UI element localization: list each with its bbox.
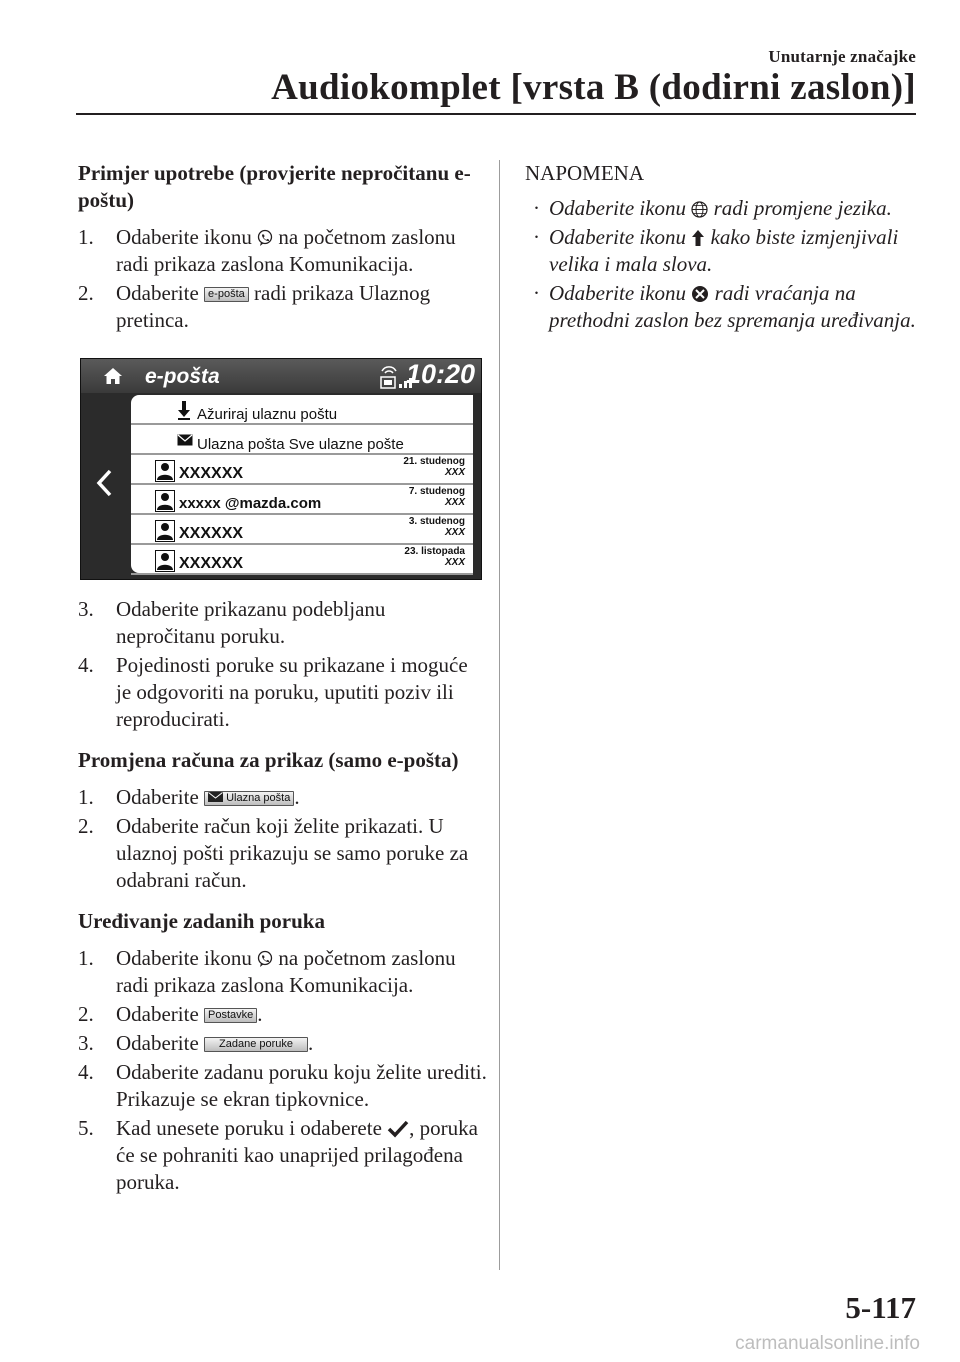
section1-step-3: 3. Odaberite prikazanu podebljanu nepročitanu poruku.	[78, 597, 386, 648]
note-item: · Odaberite ikonu radi vraćanja na prethodni zaslon bez spremanja uređivanja.	[533, 281, 916, 332]
communication-icon	[257, 950, 273, 968]
back-arrow-icon[interactable]	[95, 469, 113, 497]
update-inbox-row[interactable]: Ažuriraj ulaznu poštu	[131, 395, 473, 425]
section1-step-2: 2. Odaberite e-pošta radi prikaza Ulaznog pretinca.	[78, 281, 431, 332]
section3-step-4: 4. Odaberite zadanu poruku koju želite urediti. Prikazuje se ekran tipkovnice.	[78, 1060, 487, 1111]
section1-heading: Primjer upotrebe (provjerite nepročitanu e-poštu)	[78, 161, 471, 212]
section1-step-1: 1. Odaberite ikonu na početnom zaslonu radi prikaza zaslona Komunikacija.	[78, 225, 456, 276]
section3-step-2: 2. Odaberite Postavke .	[78, 1002, 263, 1026]
message-row[interactable]: XXXXXX 21. studenog XXX	[131, 455, 473, 485]
message-row[interactable]: XXXXXX 3. studenog XXX	[131, 515, 473, 545]
section3-heading: Uređivanje zadanih poruka	[78, 909, 325, 933]
note-heading: NAPOMENA	[525, 161, 645, 185]
contact-icon	[155, 460, 175, 482]
section1-step-4: 4. Pojedinosti poruke su prikazane i moguće je odgovoriti na poruku, uputiti poziv ili reproducirati.	[78, 653, 468, 731]
default-messages-button[interactable]: Zadane poruke	[204, 1037, 308, 1052]
section-subtitle: Unutarnje značajke	[768, 47, 916, 66]
watermark: carmanualsonline.info	[735, 1333, 920, 1354]
screen-clock: 10:20	[405, 359, 475, 389]
inbox-selector-row[interactable]: Ulazna pošta Sve ulazne pošte	[131, 425, 473, 455]
section3-step-3: 3. Odaberite Zadane poruke .	[78, 1031, 314, 1055]
section2-step-1: 1. Odaberite Ulazna pošta .	[78, 785, 300, 809]
cancel-icon	[691, 285, 709, 303]
checkmark-icon	[387, 1120, 409, 1138]
screen-top-bar	[81, 359, 481, 393]
communication-icon	[257, 229, 273, 247]
section2-step-2: 2. Odaberite račun koji želite prikazati. U ulaznoj pošti prikazuju se samo poruke za odabrani račun.	[78, 814, 469, 892]
page-number: 5-117	[845, 1290, 916, 1325]
contact-icon	[155, 550, 175, 572]
section2-heading: Promjena računa za prikaz (samo e-pošta)	[78, 748, 459, 772]
note-item: · Odaberite ikonu kako biste izmjenjivali velika i mala slova.	[533, 225, 899, 276]
note-box	[525, 160, 925, 336]
screen-list-panel	[131, 395, 473, 573]
envelope-icon	[177, 434, 193, 446]
note-item: · Odaberite ikonu radi promjene jezika.	[533, 196, 892, 220]
contact-icon	[155, 490, 175, 512]
screen-title: e-pošta	[145, 365, 220, 388]
contact-icon	[155, 520, 175, 542]
inbox-button[interactable]: Ulazna pošta	[204, 791, 294, 806]
header-divider	[76, 113, 916, 115]
globe-icon	[691, 201, 708, 218]
email-button[interactable]: e-pošta	[204, 287, 249, 302]
page-title: Audiokomplet [vrsta B (dodirni zaslon)]	[271, 67, 916, 108]
left-column	[78, 160, 488, 1198]
section3-step-5: 5. Kad unesete poruku i odaberete , poruka će se pohraniti kao unaprijed prilagođena poruka.	[78, 1116, 478, 1194]
message-row[interactable]: XXXXXX 23. listopada XXX	[131, 545, 473, 575]
envelope-icon	[208, 792, 223, 802]
column-divider	[499, 160, 500, 1270]
settings-button[interactable]: Postavke	[204, 1008, 257, 1023]
message-row[interactable]: xxxxx @mazda.com 7. studenog XXX	[131, 485, 473, 515]
email-screen-illustration	[80, 358, 482, 580]
section3-step-1: 1. Odaberite ikonu na početnom zaslonu radi prikaza zaslona Komunikacija.	[78, 946, 456, 997]
home-icon[interactable]	[103, 367, 123, 385]
download-icon	[177, 400, 191, 420]
shift-arrow-icon	[691, 229, 705, 247]
